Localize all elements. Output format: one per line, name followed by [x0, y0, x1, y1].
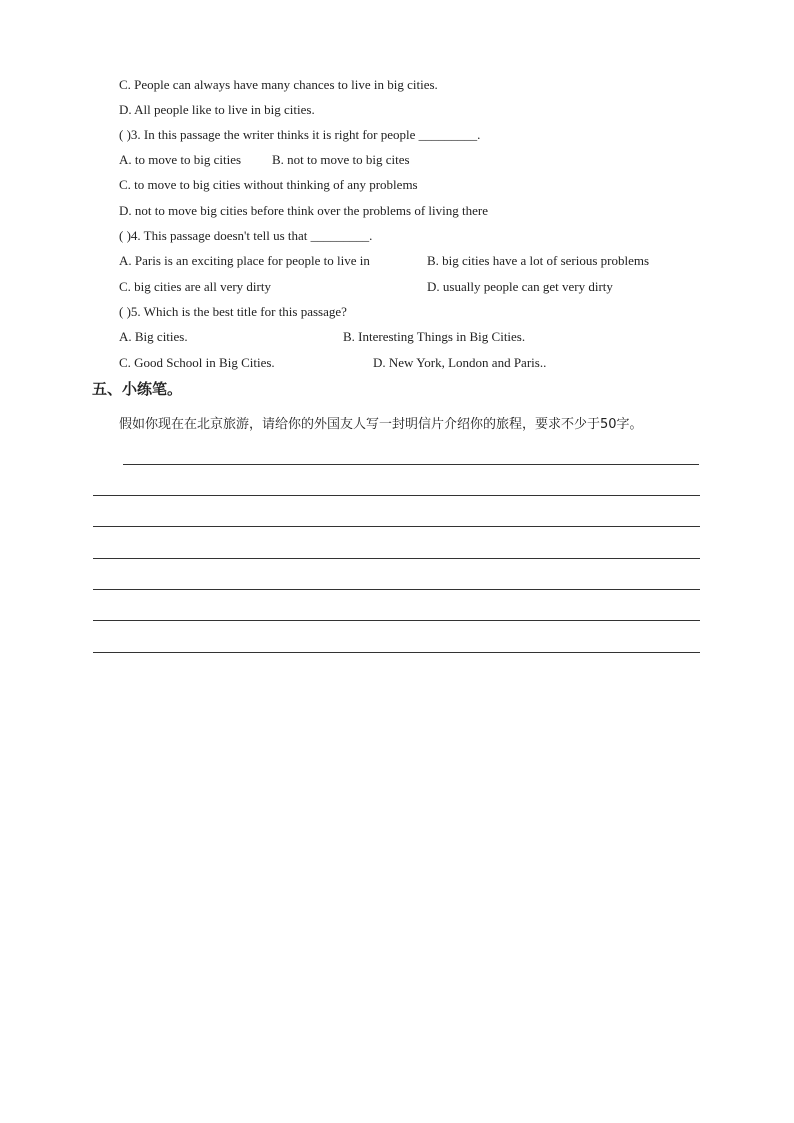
- q3-option-d: D. not to move big cities before think over the problems of living there: [119, 203, 488, 218]
- writing-line: [93, 652, 700, 653]
- writing-prompt: 假如你现在在北京旅游，请给你的外国友人写一封明信片介绍你的旅程，要求不少于50字。: [119, 417, 643, 432]
- q5-stem: ( )5. Which is the best title for this passage?: [119, 304, 347, 319]
- writing-line: [93, 620, 700, 621]
- q3-stem: ( )3. In this passage the writer thinks it is right for people _________.: [119, 127, 481, 142]
- q5-option-a: A. Big cities.: [119, 329, 188, 344]
- q2-option-c: C. People can always have many chances to live in big cities.: [119, 77, 438, 92]
- q4-option-b: B. big cities have a lot of serious problems: [427, 253, 650, 268]
- q4-option-a: A. Paris is an exciting place for people to live in: [119, 253, 370, 268]
- q3-option-c: C. to move to big cities without thinking of any problems: [119, 177, 418, 192]
- q3-option-a: A. to move to big cities: [119, 152, 242, 167]
- writing-line: [93, 526, 700, 527]
- q5-option-c: C. Good School in Big Cities.: [119, 355, 275, 370]
- q4-option-d: D. usually people can get very dirty: [427, 279, 613, 294]
- writing-line: [93, 495, 700, 496]
- q2-option-d: D. All people like to live in big cities.: [119, 102, 315, 117]
- q4-option-c: C. big cities are all very dirty: [119, 279, 271, 294]
- q3-option-b: B. not to move to big cites: [272, 152, 410, 167]
- writing-section-heading: 五、小练笔。: [92, 380, 183, 398]
- writing-line: [93, 589, 700, 590]
- q4-stem: ( )4. This passage doesn't tell us that _________.: [119, 228, 373, 243]
- writing-line: [93, 558, 700, 559]
- writing-line: [123, 464, 699, 465]
- q5-option-d: D. New York, London and Paris..: [373, 355, 547, 370]
- q5-option-b: B. Interesting Things in Big Cities.: [343, 329, 526, 344]
